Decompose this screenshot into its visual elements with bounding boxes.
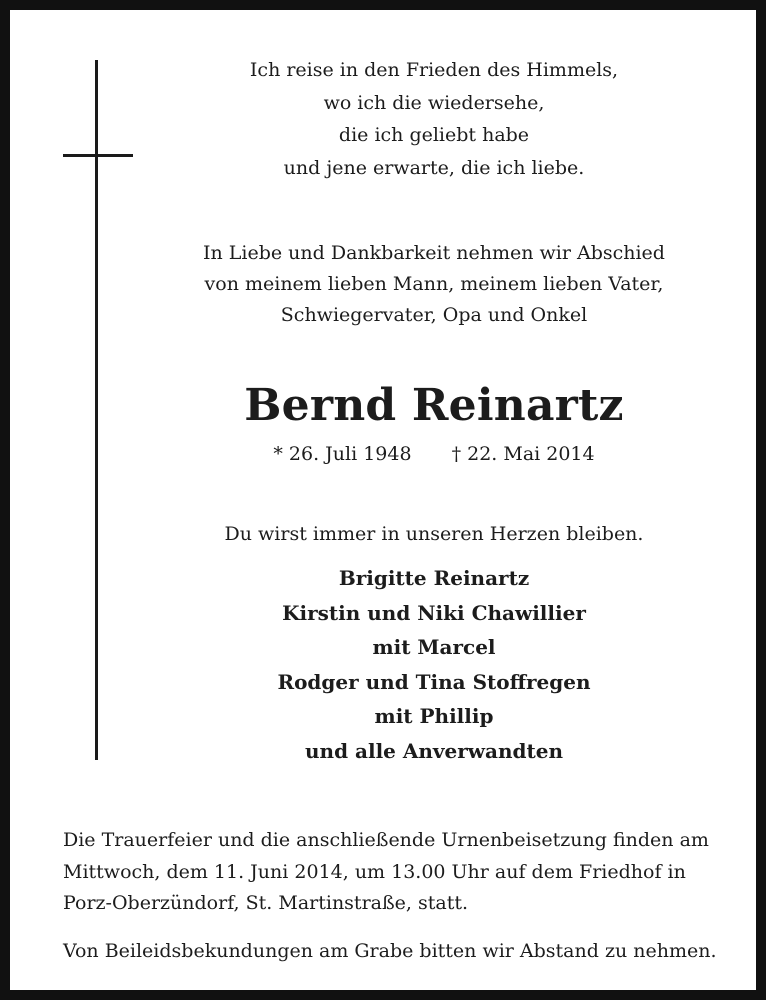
verse-line: und jene erwarte, die ich liebe. [283, 156, 585, 179]
verse-block [134, 54, 734, 184]
mourner-line: mit Marcel [372, 635, 496, 659]
mourner-line: und alle Anverwandten [304, 738, 564, 763]
deceased-name: Bernd Reinartz [244, 380, 624, 431]
ceremony-line: Mittwoch, dem 11. Juni 2014, um 13.00 Uhr auf dem Friedhof in [63, 860, 686, 883]
life-dates [134, 438, 734, 470]
death-date: † 22. Mai 2014 [451, 443, 595, 465]
ceremony-info [63, 825, 733, 920]
ceremony-line: Porz-Oberzündorf, St. Martinstraße, statt. [63, 892, 469, 914]
mourner-line: Brigitte Reinartz [338, 566, 530, 590]
mourner-line: mit Phillip [374, 704, 494, 728]
ceremony-line: Die Trauerfeier und die anschließende Urnenbeisetzung finden am [63, 829, 709, 851]
birth-date: * 26. Juli 1948 [273, 443, 412, 465]
intro-line: In Liebe und Dankbarkeit nehmen wir Abschied [203, 242, 665, 264]
verse-line: wo ich die wiedersehe, [323, 91, 545, 114]
mourners-list [134, 561, 734, 768]
cross-vertical-bar [95, 60, 98, 760]
motto-line: Du wirst immer in unseren Herzen bleiben. [224, 523, 644, 545]
intro-line: Schwiegervater, Opa und Onkel [280, 304, 588, 326]
cross-horizontal-bar [63, 154, 133, 157]
intro-line: von meinem lieben Mann, meinem lieben Vater, [204, 273, 664, 295]
verse-line: Ich reise in den Frieden des Himmels, [249, 59, 619, 81]
mourner-line: Kirstin und Niki Chawillier [282, 600, 586, 625]
condolence-note: Von Beileidsbekundungen am Grabe bitten wir Abstand zu nehmen. [63, 940, 717, 962]
mourner-line: Rodger und Tina Stoffregen [277, 669, 591, 694]
verse-line: die ich geliebt habe [338, 124, 530, 146]
farewell-intro [134, 238, 734, 331]
